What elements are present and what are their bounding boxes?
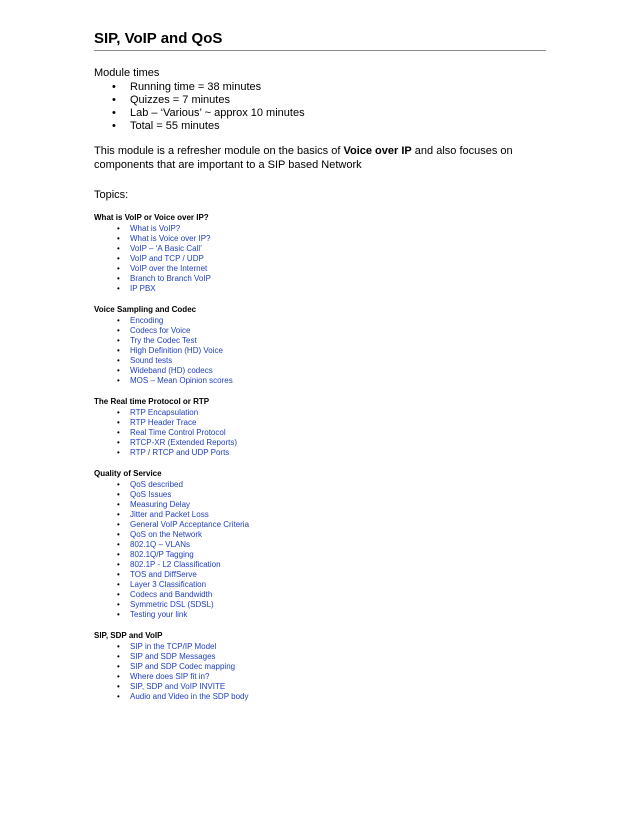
topic-link[interactable]: • VoIP – ‘A Basic Call’ — [94, 244, 546, 254]
topic-link[interactable]: • Sound tests — [94, 356, 546, 366]
topic-link[interactable]: • VoIP and TCP / UDP — [94, 254, 546, 264]
topic-link[interactable]: • SIP and SDP Codec mapping — [94, 662, 546, 672]
topic-section — [94, 631, 546, 702]
topics-label: Topics: — [94, 189, 129, 201]
intro-text-start: This module is a refresher module on the basics of — [94, 145, 344, 157]
topic-link[interactable]: • High Definition (HD) Voice — [94, 346, 546, 356]
module-time-item: • Running time = 38 minutes — [94, 81, 546, 94]
topic-link[interactable]: • 802.1Q/P Tagging — [94, 550, 546, 560]
topic-section — [94, 305, 546, 386]
topic-sections — [94, 213, 546, 702]
topic-link[interactable]: • 802.1P - L2 Classification — [94, 560, 546, 570]
topic-link[interactable]: • SIP and SDP Messages — [94, 652, 546, 662]
topic-link[interactable]: • What is VoIP? — [94, 224, 546, 234]
topic-link[interactable]: • SIP in the TCP/IP Model — [94, 642, 546, 652]
topic-link[interactable]: • Branch to Branch VoIP — [94, 274, 546, 284]
intro-bold-term: Voice over IP — [343, 145, 412, 157]
document-title: SIP, VoIP and QoS — [94, 30, 546, 51]
section-heading: What is VoIP or Voice over IP? — [94, 213, 209, 222]
topic-list — [94, 408, 546, 458]
module-time-item: • Total = 55 minutes — [94, 120, 546, 133]
section-heading: SIP, SDP and VoIP — [94, 631, 163, 640]
topic-list — [94, 480, 546, 620]
topic-link[interactable]: • Audio and Video in the SDP body — [94, 692, 546, 702]
topic-link[interactable]: • RTCP-XR (Extended Reports) — [94, 438, 546, 448]
topic-link[interactable]: • Codecs for Voice — [94, 326, 546, 336]
topic-link[interactable]: • Where does SIP fit in? — [94, 672, 546, 682]
topic-link[interactable]: • Codecs and Bandwidth — [94, 590, 546, 600]
section-heading: Quality of Service — [94, 469, 162, 478]
topic-section — [94, 397, 546, 458]
topic-link[interactable]: • RTP Header Trace — [94, 418, 546, 428]
section-heading: Voice Sampling and Codec — [94, 305, 197, 314]
topic-link[interactable]: • VoIP over the Internet — [94, 264, 546, 274]
topic-section — [94, 213, 546, 294]
topic-link[interactable]: • RTP / RTCP and UDP Ports — [94, 448, 546, 458]
topic-link[interactable]: • Testing your link — [94, 610, 546, 620]
topic-link[interactable]: • SIP, SDP and VoIP INVITE — [94, 682, 546, 692]
topic-link[interactable]: • Measuring Delay — [94, 500, 546, 510]
module-time-item: • Lab – ‘Various’ ~ approx 10 minutes — [94, 107, 546, 120]
topic-link[interactable]: • Real Time Control Protocol — [94, 428, 546, 438]
module-times-label: Module times — [94, 67, 160, 79]
topic-link[interactable]: • General VoIP Acceptance Criteria — [94, 520, 546, 530]
topic-link[interactable]: • What is Voice over IP? — [94, 234, 546, 244]
topic-link[interactable]: • Encoding — [94, 316, 546, 326]
topic-link[interactable]: • TOS and DiffServe — [94, 570, 546, 580]
topic-list — [94, 224, 546, 294]
topic-link[interactable]: • QoS Issues — [94, 490, 546, 500]
intro-paragraph — [94, 144, 546, 172]
topic-link[interactable]: • IP PBX — [94, 284, 546, 294]
module-times-list — [94, 81, 546, 133]
topic-link[interactable]: • RTP Encapsulation — [94, 408, 546, 418]
topic-link[interactable]: • QoS described — [94, 480, 546, 490]
topic-link[interactable]: • 802.1Q – VLANs — [94, 540, 546, 550]
topic-link[interactable]: • QoS on the Network — [94, 530, 546, 540]
topic-link[interactable]: • Jitter and Packet Loss — [94, 510, 546, 520]
topic-link[interactable]: • Wideband (HD) codecs — [94, 366, 546, 376]
section-heading: The Real time Protocol or RTP — [94, 397, 210, 406]
topic-section — [94, 469, 546, 620]
topic-link[interactable]: • Layer 3 Classification — [94, 580, 546, 590]
topic-list — [94, 642, 546, 702]
topic-link[interactable]: • Try the Codec Test — [94, 336, 546, 346]
topic-link[interactable]: • Symmetric DSL (SDSL) — [94, 600, 546, 610]
document-page — [94, 30, 546, 702]
intro-text-end: and also focuses on components that are important to a SIP based Network — [94, 145, 513, 171]
topic-link[interactable]: • MOS – Mean Opinion scores — [94, 376, 546, 386]
module-time-item: • Quizzes = 7 minutes — [94, 94, 546, 107]
topic-list — [94, 316, 546, 386]
